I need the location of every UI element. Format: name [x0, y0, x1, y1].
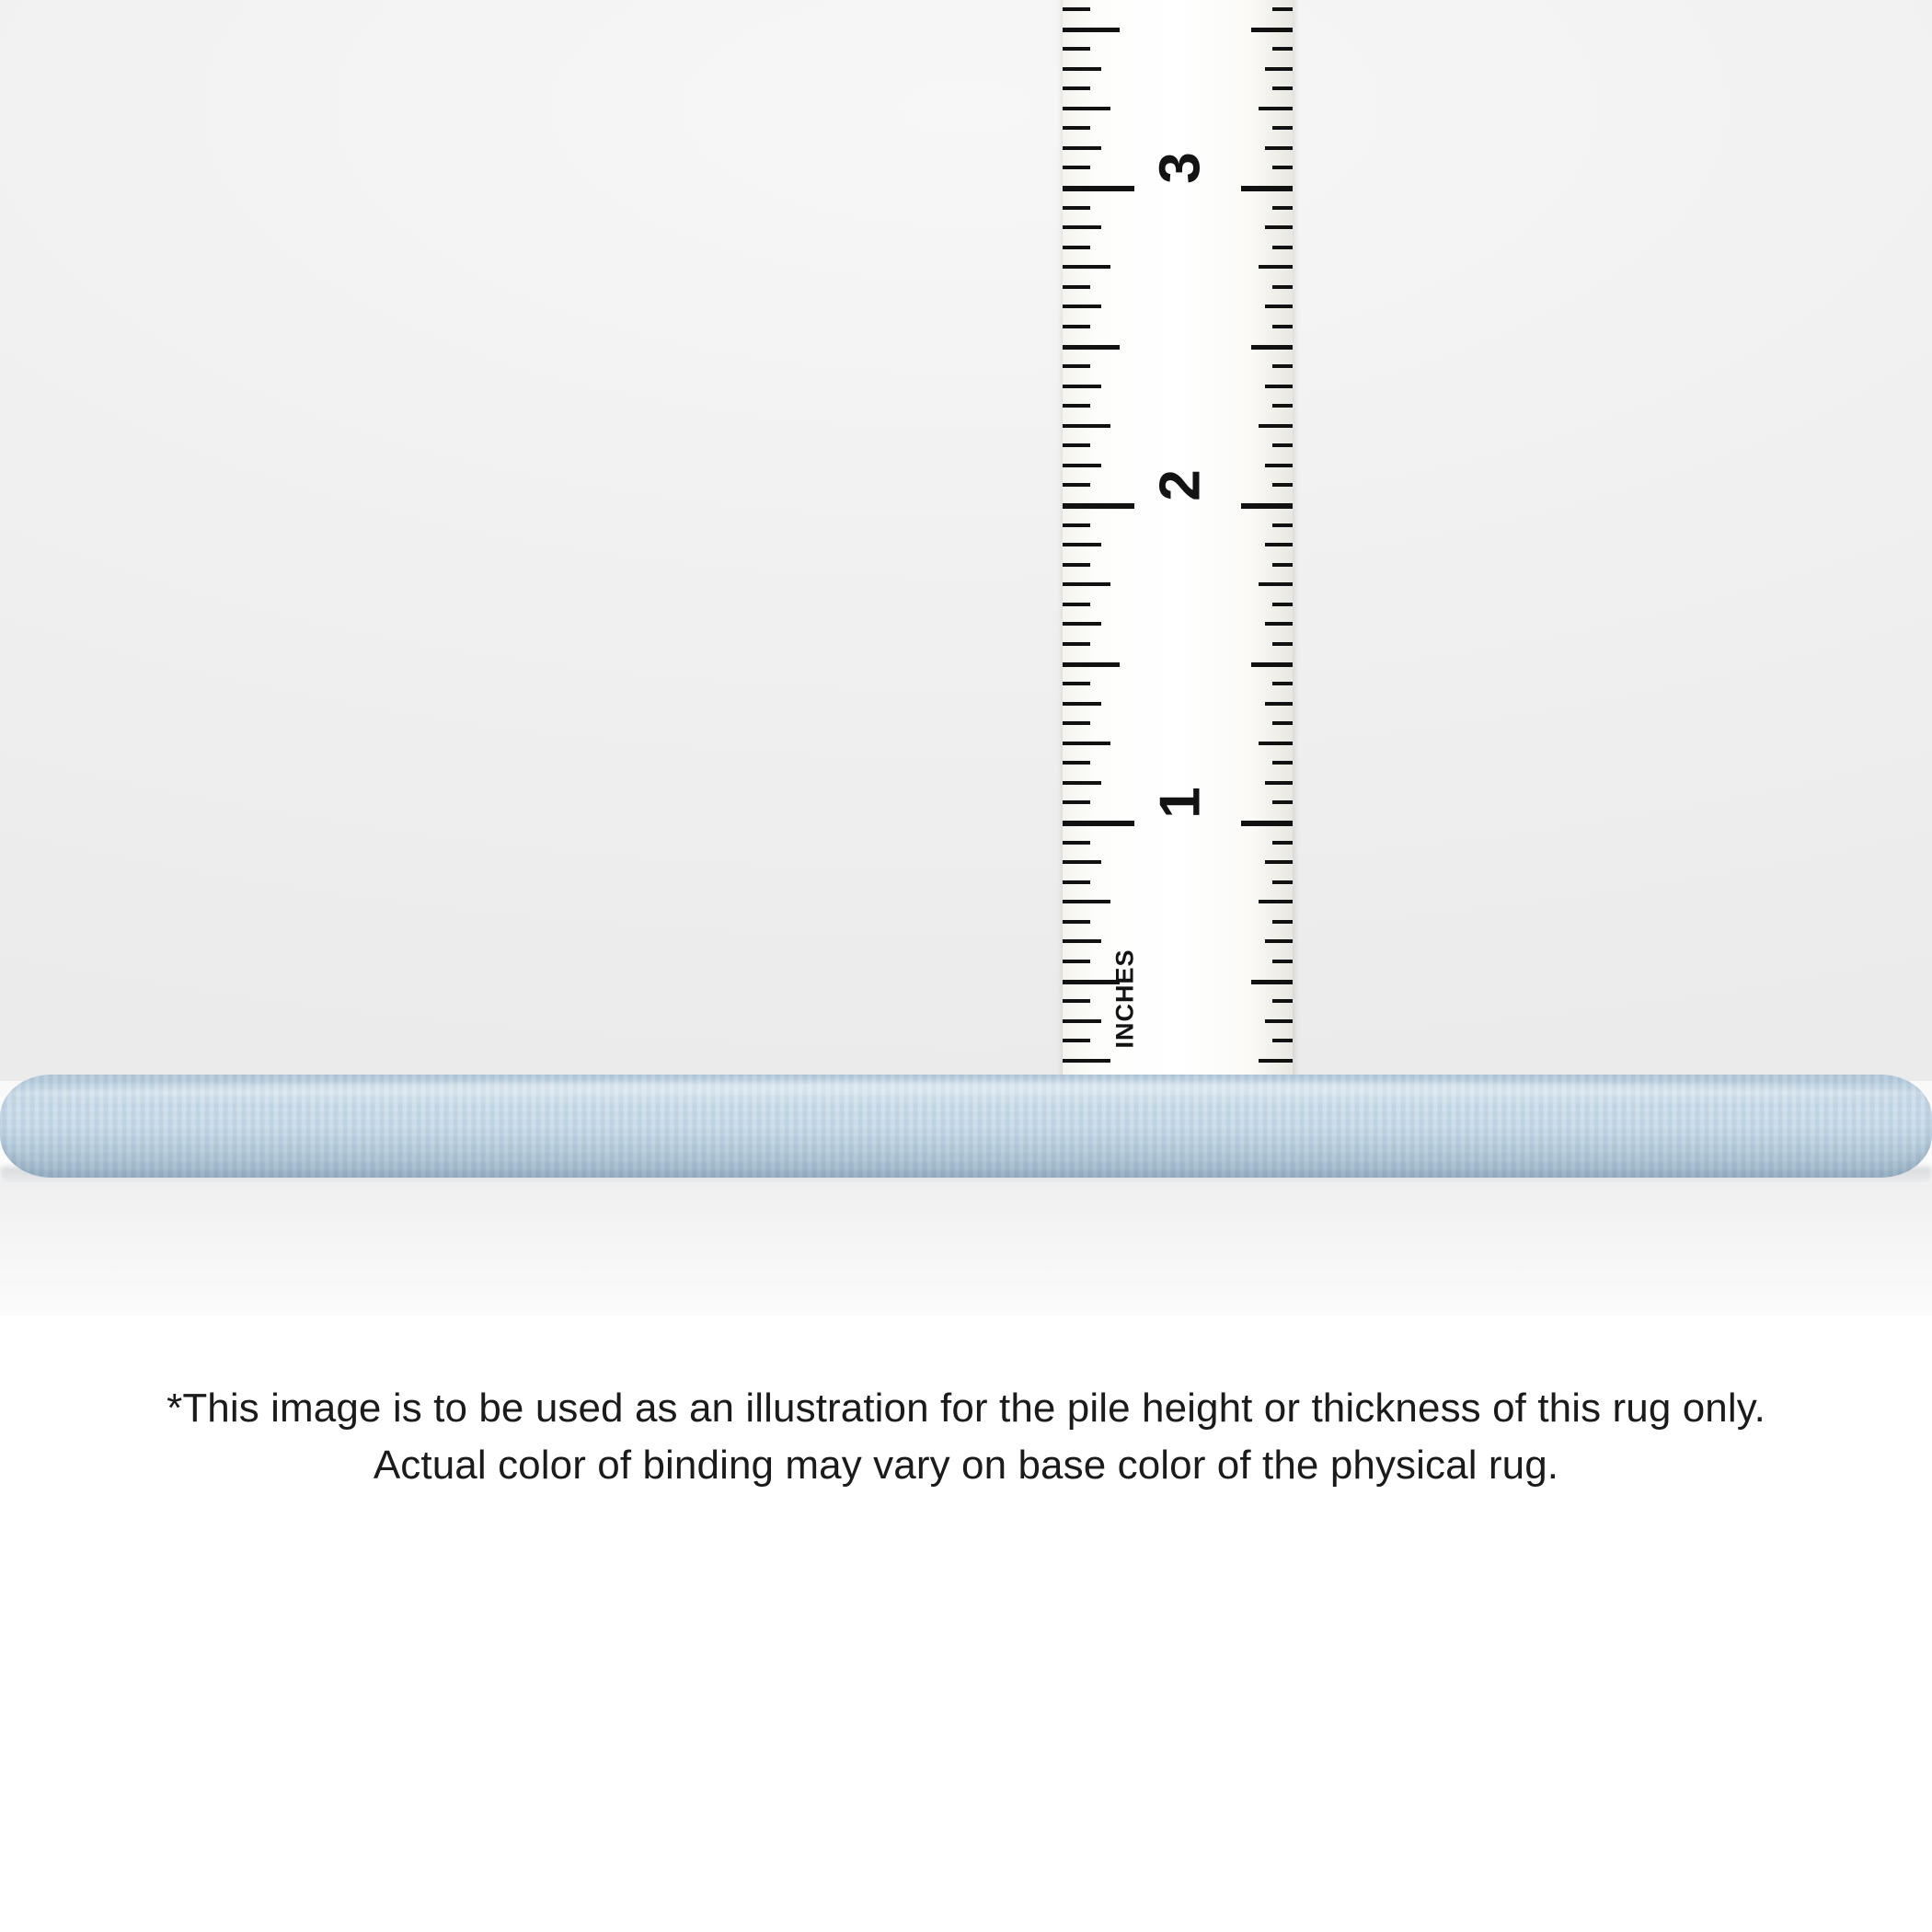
ruler-tick: [1063, 960, 1090, 963]
ruler-tick: [1265, 543, 1293, 546]
ruler-unit-label: INCHES: [1110, 949, 1139, 1049]
ruler-tick: [1251, 980, 1293, 984]
ruler-tick: [1241, 503, 1293, 509]
ruler-tick: [1063, 702, 1101, 706]
ruler-tick: [1063, 781, 1101, 785]
ruler-tick: [1063, 503, 1134, 509]
ruler-tick: [1259, 1059, 1293, 1063]
ruler-tick: [1272, 920, 1293, 924]
ruler-tick: [1063, 1019, 1101, 1023]
ruler-tick: [1272, 206, 1293, 210]
ruler-tick: [1063, 543, 1101, 546]
ruler-tick: [1063, 325, 1090, 328]
ruler-tick: [1251, 345, 1293, 350]
ruler-tick: [1063, 404, 1090, 408]
ruler-tick: [1063, 424, 1110, 428]
ruler-tick: [1063, 821, 1134, 826]
ruler-tick: [1272, 285, 1293, 289]
ruler-tick: [1063, 225, 1101, 229]
ruler-number-2: 2: [1148, 469, 1213, 501]
ruler-tick: [1063, 86, 1090, 90]
ruler-tick: [1063, 1039, 1090, 1042]
ruler-tick: [1063, 246, 1090, 249]
ruler-tick: [1272, 960, 1293, 963]
ruler-tick: [1272, 86, 1293, 90]
ruler-tick: [1272, 7, 1293, 11]
ruler-number-3: 3: [1148, 152, 1213, 184]
ruler-tick: [1272, 682, 1293, 685]
ruler-tick: [1272, 126, 1293, 130]
ruler-tick: [1063, 126, 1090, 130]
ruler-tick: [1063, 265, 1110, 269]
measuring-ruler: [1063, 0, 1293, 1170]
ruler-tick: [1063, 662, 1120, 667]
caption-text: [0, 1380, 1932, 1495]
ruler-tick: [1063, 742, 1110, 745]
ruler-tick: [1272, 246, 1293, 249]
ruler-tick: [1063, 166, 1090, 169]
ruler-tick: [1241, 186, 1293, 191]
ruler-tick: [1272, 443, 1293, 447]
ruler-tick: [1063, 582, 1110, 586]
ruler-tick: [1063, 642, 1090, 646]
ruler-tick: [1265, 385, 1293, 388]
ruler-tick: [1063, 464, 1101, 467]
ruler-tick: [1272, 47, 1293, 51]
ruler-tick: [1259, 582, 1293, 586]
ruler-tick: [1251, 662, 1293, 667]
ruler-tick: [1063, 443, 1090, 447]
ruler-tick: [1272, 364, 1293, 368]
ruler-tick: [1063, 1059, 1110, 1063]
ruler-tick: [1265, 464, 1293, 467]
caption-line-2: Actual color of binding may vary on base color of the physical rug.: [373, 1443, 1559, 1489]
ruler-tick: [1063, 682, 1090, 685]
ruler-tick: [1265, 860, 1293, 864]
ruler-tick: [1272, 1039, 1293, 1042]
ruler-tick: [1272, 523, 1293, 527]
ruler-tick: [1272, 841, 1293, 845]
ruler-tick: [1063, 285, 1090, 289]
ruler-number-1: 1: [1148, 787, 1213, 819]
ruler-tick: [1063, 841, 1090, 845]
ruler-tick: [1272, 721, 1293, 725]
ruler-tick: [1265, 146, 1293, 150]
ruler-tick: [1063, 761, 1090, 765]
ruler-tick: [1265, 305, 1293, 308]
ruler-tick: [1063, 146, 1101, 150]
ruler-tick: [1272, 325, 1293, 328]
ruler-tick: [1063, 483, 1090, 487]
ruler-tick: [1063, 364, 1090, 368]
ruler-tick: [1063, 721, 1090, 725]
ruler-tick: [1063, 206, 1090, 210]
ruler-tick: [1259, 265, 1293, 269]
ruler-tick: [1265, 225, 1293, 229]
ruler-tick: [1063, 47, 1090, 51]
ruler-tick: [1063, 107, 1110, 110]
ruler-tick: [1265, 67, 1293, 71]
ruler-tick: [1272, 563, 1293, 567]
ruler-tick: [1265, 622, 1293, 626]
ruler-tick: [1272, 642, 1293, 646]
ruler-tick: [1063, 622, 1101, 626]
ruler-tick: [1259, 900, 1293, 903]
ruler-tick: [1063, 800, 1090, 804]
ruler-tick: [1063, 186, 1134, 191]
ruler-tick: [1259, 742, 1293, 745]
ruler-tick: [1063, 305, 1101, 308]
ruler-tick: [1265, 939, 1293, 943]
ruler-tick: [1063, 28, 1120, 32]
ruler-tick: [1063, 920, 1090, 924]
ruler-tick: [1272, 999, 1293, 1003]
ruler-tick: [1272, 761, 1293, 765]
ruler-tick: [1063, 860, 1101, 864]
ruler-tick: [1063, 523, 1090, 527]
ruler-tick: [1241, 821, 1293, 826]
ruler-tick: [1272, 404, 1293, 408]
caption-line-1: *This image is to be used as an illustration for the pile height or thickness of this rug only.: [167, 1386, 1765, 1431]
ruler-tick: [1265, 702, 1293, 706]
ruler-tick: [1265, 1019, 1293, 1023]
ruler-tick: [1063, 563, 1090, 567]
ruler-tick: [1259, 424, 1293, 428]
ruler-tick: [1063, 7, 1090, 11]
rug-highlight: [0, 1082, 1932, 1106]
ruler-tick: [1063, 385, 1101, 388]
ruler-tick: [1063, 603, 1090, 606]
ruler-tick: [1272, 880, 1293, 884]
rug-edge: [0, 1075, 1932, 1185]
ruler-tick: [1251, 28, 1293, 32]
ruler-tick: [1265, 781, 1293, 785]
ruler-tick: [1272, 800, 1293, 804]
ruler-tick: [1063, 67, 1101, 71]
ruler-tick: [1272, 603, 1293, 606]
ruler-tick: [1272, 483, 1293, 487]
floor-surface: [0, 1182, 1932, 1316]
ruler-tick: [1063, 880, 1090, 884]
ruler-tick: [1272, 166, 1293, 169]
ruler-tick: [1063, 900, 1110, 903]
ruler-tick: [1259, 107, 1293, 110]
ruler-tick: [1063, 939, 1101, 943]
ruler-tick: [1063, 999, 1090, 1003]
ruler-tick: [1063, 345, 1120, 350]
